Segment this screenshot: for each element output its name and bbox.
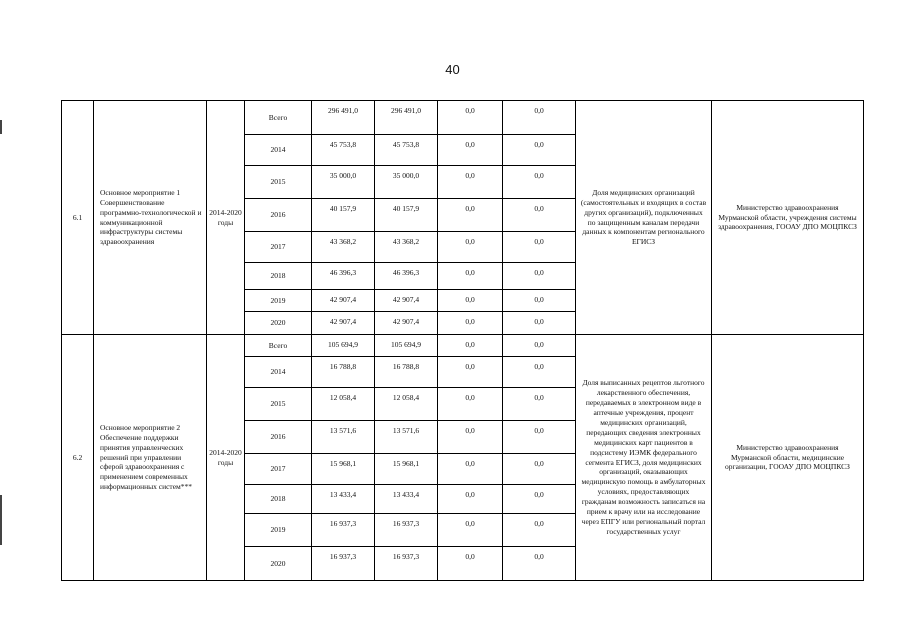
total-cell: 43 368,2 bbox=[312, 232, 375, 263]
page-number: 40 bbox=[445, 62, 460, 77]
year-cell: Всего bbox=[245, 335, 312, 357]
other-sources-cell: 0,0 bbox=[503, 421, 576, 454]
regional-budget-cell: 13 433,4 bbox=[375, 485, 438, 514]
item-number: 6.2 bbox=[62, 335, 94, 581]
total-cell: 35 000,0 bbox=[312, 166, 375, 199]
total-cell: 40 157,9 bbox=[312, 199, 375, 232]
regional-budget-cell: 43 368,2 bbox=[375, 232, 438, 263]
federal-budget-cell: 0,0 bbox=[438, 454, 503, 485]
responsible-executor: Министерство здравоохранения Мурманской области, медицинские организации, ГООАУ ДПО МОЦПКСЗ bbox=[712, 335, 864, 581]
other-sources-cell: 0,0 bbox=[503, 263, 576, 290]
other-sources-cell: 0,0 bbox=[503, 135, 576, 166]
regional-budget-cell: 12 058,4 bbox=[375, 388, 438, 421]
other-sources-cell: 0,0 bbox=[503, 290, 576, 312]
total-cell: 42 907,4 bbox=[312, 312, 375, 335]
year-cell: 2020 bbox=[245, 312, 312, 335]
regional-budget-cell: 13 571,6 bbox=[375, 421, 438, 454]
implementation-period: 2014-2020 годы bbox=[207, 335, 245, 581]
item-number: 6.1 bbox=[62, 101, 94, 335]
other-sources-cell: 0,0 bbox=[503, 232, 576, 263]
regional-budget-cell: 16 937,3 bbox=[375, 514, 438, 547]
regional-budget-cell: 42 907,4 bbox=[375, 312, 438, 335]
year-cell: 2014 bbox=[245, 135, 312, 166]
total-cell: 13 433,4 bbox=[312, 485, 375, 514]
year-cell: 2018 bbox=[245, 485, 312, 514]
total-cell: 16 937,3 bbox=[312, 547, 375, 581]
year-cell: 2018 bbox=[245, 263, 312, 290]
other-sources-cell: 0,0 bbox=[503, 199, 576, 232]
other-sources-cell: 0,0 bbox=[503, 485, 576, 514]
other-sources-cell: 0,0 bbox=[503, 388, 576, 421]
regional-budget-cell: 16 937,3 bbox=[375, 547, 438, 581]
federal-budget-cell: 0,0 bbox=[438, 199, 503, 232]
year-cell: 2016 bbox=[245, 421, 312, 454]
federal-budget-cell: 0,0 bbox=[438, 263, 503, 290]
federal-budget-cell: 0,0 bbox=[438, 514, 503, 547]
total-cell: 105 694,9 bbox=[312, 335, 375, 357]
total-cell: 296 491,0 bbox=[312, 101, 375, 135]
table-body bbox=[62, 101, 864, 581]
year-cell: 2020 bbox=[245, 547, 312, 581]
other-sources-cell: 0,0 bbox=[503, 101, 576, 135]
regional-budget-cell: 15 968,1 bbox=[375, 454, 438, 485]
regional-budget-cell: 40 157,9 bbox=[375, 199, 438, 232]
other-sources-cell: 0,0 bbox=[503, 312, 576, 335]
regional-budget-cell: 105 694,9 bbox=[375, 335, 438, 357]
indicator-description: Доля медицинских организаций (самостоятельных и входящих в состав других организаций), подключенных по защищенным каналам передачи данных к компонентам регионального ЕГИСЗ bbox=[576, 101, 712, 335]
indicator-description: Доля выписанных рецептов льготного лекарственного обеспечения, передаваемых в электронном виде в аптечные учреждения, процент медицинских организаций, передающих сведения электронных медицинских карт пациентов в подсистему ИЭМК федерального сегмента ЕГИСЗ, доля медицинских организаций, оказывающих медицинскую помощь в амбулаторных условиях, предоставляющих гражданам возможность записаться на прием к врачу или на исследование через ЕПГУ или региональный портал государственных услуг bbox=[576, 335, 712, 581]
year-cell: Всего bbox=[245, 101, 312, 135]
regional-budget-cell: 42 907,4 bbox=[375, 290, 438, 312]
year-cell: 2017 bbox=[245, 454, 312, 485]
year-cell: 2019 bbox=[245, 514, 312, 547]
table-row bbox=[62, 101, 864, 135]
year-cell: 2017 bbox=[245, 232, 312, 263]
federal-budget-cell: 0,0 bbox=[438, 312, 503, 335]
responsible-executor: Министерство здравоохранения Мурманской области, учреждения системы здравоохранения, ГООАУ ДПО МОЦПКСЗ bbox=[712, 101, 864, 335]
federal-budget-cell: 0,0 bbox=[438, 485, 503, 514]
regional-budget-cell: 296 491,0 bbox=[375, 101, 438, 135]
federal-budget-cell: 0,0 bbox=[438, 388, 503, 421]
other-sources-cell: 0,0 bbox=[503, 357, 576, 388]
federal-budget-cell: 0,0 bbox=[438, 357, 503, 388]
table-row bbox=[62, 335, 864, 357]
federal-budget-cell: 0,0 bbox=[438, 101, 503, 135]
margin-mark-top bbox=[0, 120, 2, 134]
total-cell: 16 788,8 bbox=[312, 357, 375, 388]
total-cell: 13 571,6 bbox=[312, 421, 375, 454]
regional-budget-cell: 46 396,3 bbox=[375, 263, 438, 290]
total-cell: 16 937,3 bbox=[312, 514, 375, 547]
total-cell: 15 968,1 bbox=[312, 454, 375, 485]
year-cell: 2019 bbox=[245, 290, 312, 312]
activity-name: Основное мероприятие 2 Обеспечение поддержки принятия управленческих решений при управлении сферой здравоохранения с применением современных информационных систем*** bbox=[94, 335, 207, 581]
implementation-period: 2014-2020 годы bbox=[207, 101, 245, 335]
other-sources-cell: 0,0 bbox=[503, 166, 576, 199]
other-sources-cell: 0,0 bbox=[503, 514, 576, 547]
year-cell: 2015 bbox=[245, 166, 312, 199]
total-cell: 12 058,4 bbox=[312, 388, 375, 421]
other-sources-cell: 0,0 bbox=[503, 547, 576, 581]
activity-name: Основное мероприятие 1 Совершенствование программно-технологической и коммуникационной инфраструктуры системы здравоохранения bbox=[94, 101, 207, 335]
federal-budget-cell: 0,0 bbox=[438, 166, 503, 199]
other-sources-cell: 0,0 bbox=[503, 454, 576, 485]
federal-budget-cell: 0,0 bbox=[438, 290, 503, 312]
total-cell: 46 396,3 bbox=[312, 263, 375, 290]
federal-budget-cell: 0,0 bbox=[438, 421, 503, 454]
total-cell: 45 753,8 bbox=[312, 135, 375, 166]
regional-budget-cell: 16 788,8 bbox=[375, 357, 438, 388]
year-cell: 2016 bbox=[245, 199, 312, 232]
federal-budget-cell: 0,0 bbox=[438, 135, 503, 166]
other-sources-cell: 0,0 bbox=[503, 335, 576, 357]
year-cell: 2014 bbox=[245, 357, 312, 388]
federal-budget-cell: 0,0 bbox=[438, 335, 503, 357]
federal-budget-cell: 0,0 bbox=[438, 547, 503, 581]
regional-budget-cell: 35 000,0 bbox=[375, 166, 438, 199]
total-cell: 42 907,4 bbox=[312, 290, 375, 312]
margin-mark-bottom bbox=[0, 495, 2, 545]
year-cell: 2015 bbox=[245, 388, 312, 421]
program-table bbox=[61, 100, 864, 581]
regional-budget-cell: 45 753,8 bbox=[375, 135, 438, 166]
federal-budget-cell: 0,0 bbox=[438, 232, 503, 263]
